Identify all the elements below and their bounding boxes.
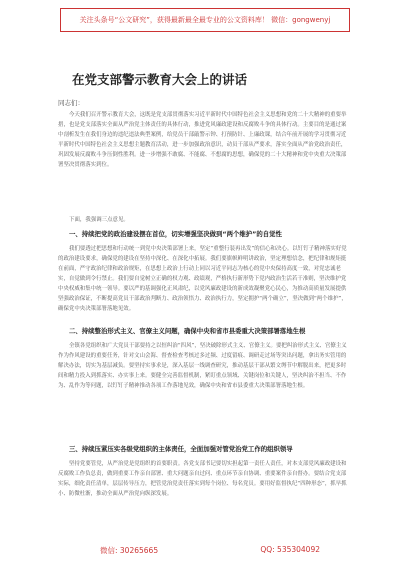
section-heading-2: 二、持续整治形式主义、官僚主义问题，确保中央和省市县委重大决策部署落地生根 [69,327,306,335]
section-body-1: 我们要透过把思想和行动统一到党中央决策部署上来，坚定“重整行装再出发”的信心和决心。以钉钉子精神落实好党的政治建设要求，确保党的建设在坚持中深化、在深化中拓展。我们要旗帜鲜明讲政治，坚定理想信念，把纪律和规矩挺在前面，严守政治纪律和政治规矩，在思想上政治上行动上同以习近平同志为核心的党中央保持高度一致，对党忠诚老实，自觉做到令行禁止。我们要自觉树立正确的权力观、政绩观，严格执行新形势下党内政治生活若干准则，坚决维护党中央权威和集中统一领导。要以严的基调强化正风肃纪，以党风廉政建设的新成效凝聚党心民心，为推动高质量发展提供坚强政治保证，不断提高党员干部政治判断力、政治领悟力、政治执行力，坚定拥护“两个确立”，坚决做到“两个维护”，确保党中央决策部署落地见效。 [58,246,347,312]
document-title: 在党支部警示教育大会上的讲话 [72,72,248,87]
promo-banner[interactable]: 关注头条号“公文研究”，获得最新最全最专业的公文资料库！ 微信：gongwenyj [60,8,350,32]
footer-wechat: 微信: 30265665 [100,546,159,555]
salutation: 同志们： [58,99,84,107]
section-body-3: 坚持党要管党，从严治党是党组织的首要职责。各党支部书记要切实担起第一责任人责任，对本支部党风廉政建设和反腐败工作负总责，做到重要工作亲自部署、重大问题亲自过问、重点环节亲自协调、重要案件亲自督办。要结合党支部实际，细化责任清单，层层传导压力，把管党治党责任落实到每个岗位、每名党员。要用好监督执纪“四种形态”，抓早抓小、防微杜渐，推动全面从严治党向纵深发展。 [58,461,347,497]
contact-footer [100,545,320,556]
transition-paragraph: 下面，我强调三点意见。 [69,217,129,223]
intro-paragraph: 今天我们召开警示教育大会，这既是党支部贯彻落实习近平新时代中国特色社会主义思想和党的二十大精神的重要举措，也是党支部落实全面从严治党主体责任的具体行动，推进党风廉政建设和反腐败斗争的具体行动。主要目的是通过案中剖析发生在我们身边的违纪违法典型案例，给党员干部敲警示钟、打预防针、上廉政课，结合年前开展的学习贯彻习近平新时代中国特色社会主义思想主题教育活动，进一步加强政治意识，动员干部从严要求，落实全面从严治党政治责任，巩固发展反腐败斗争压倒性胜利。进一步增强不敢腐、不能腐、不想腐的思想，确保党的二十大精神和党中央重大决策部署坚决贯彻落实到位。 [58,112,347,168]
section-heading-3: 三、持续压紧压实各级党组织的主体责任，全面加强对管党治党工作的组织领导 [69,445,293,453]
section-body-2: 全镇各党组织和广大党员干部要持之以恒纠治“四风”，坚决破除形式主义、官僚主义。要把纠治形式主义、官僚主义作为作风建设的重要任务，针对文山会海、督查检查考核过多过频、过度留痕、调研走过场等突出问题，拿出务实管用的解决办法，切实为基层减负。要坚持实事求是，深入基层一线调查研究，推动基层干部从繁文缛节中解脱出来，把更多时间和精力投入到抓落实、办实事上来。要健全完善监督机制，紧盯重点领域、关键岗位和关键人，坚决纠治不担当、不作为、乱作为等问题，以钉钉子精神推动各项工作落地见效，确保中央和省市县委重大决策部署落地生根。 [58,343,347,389]
section-heading-1: 一、持续把党的政治建设摆在首位，切实增强坚决做到“两个维护”的自觉性 [69,230,282,238]
footer-qq: QQ: 535304092 [260,545,320,554]
